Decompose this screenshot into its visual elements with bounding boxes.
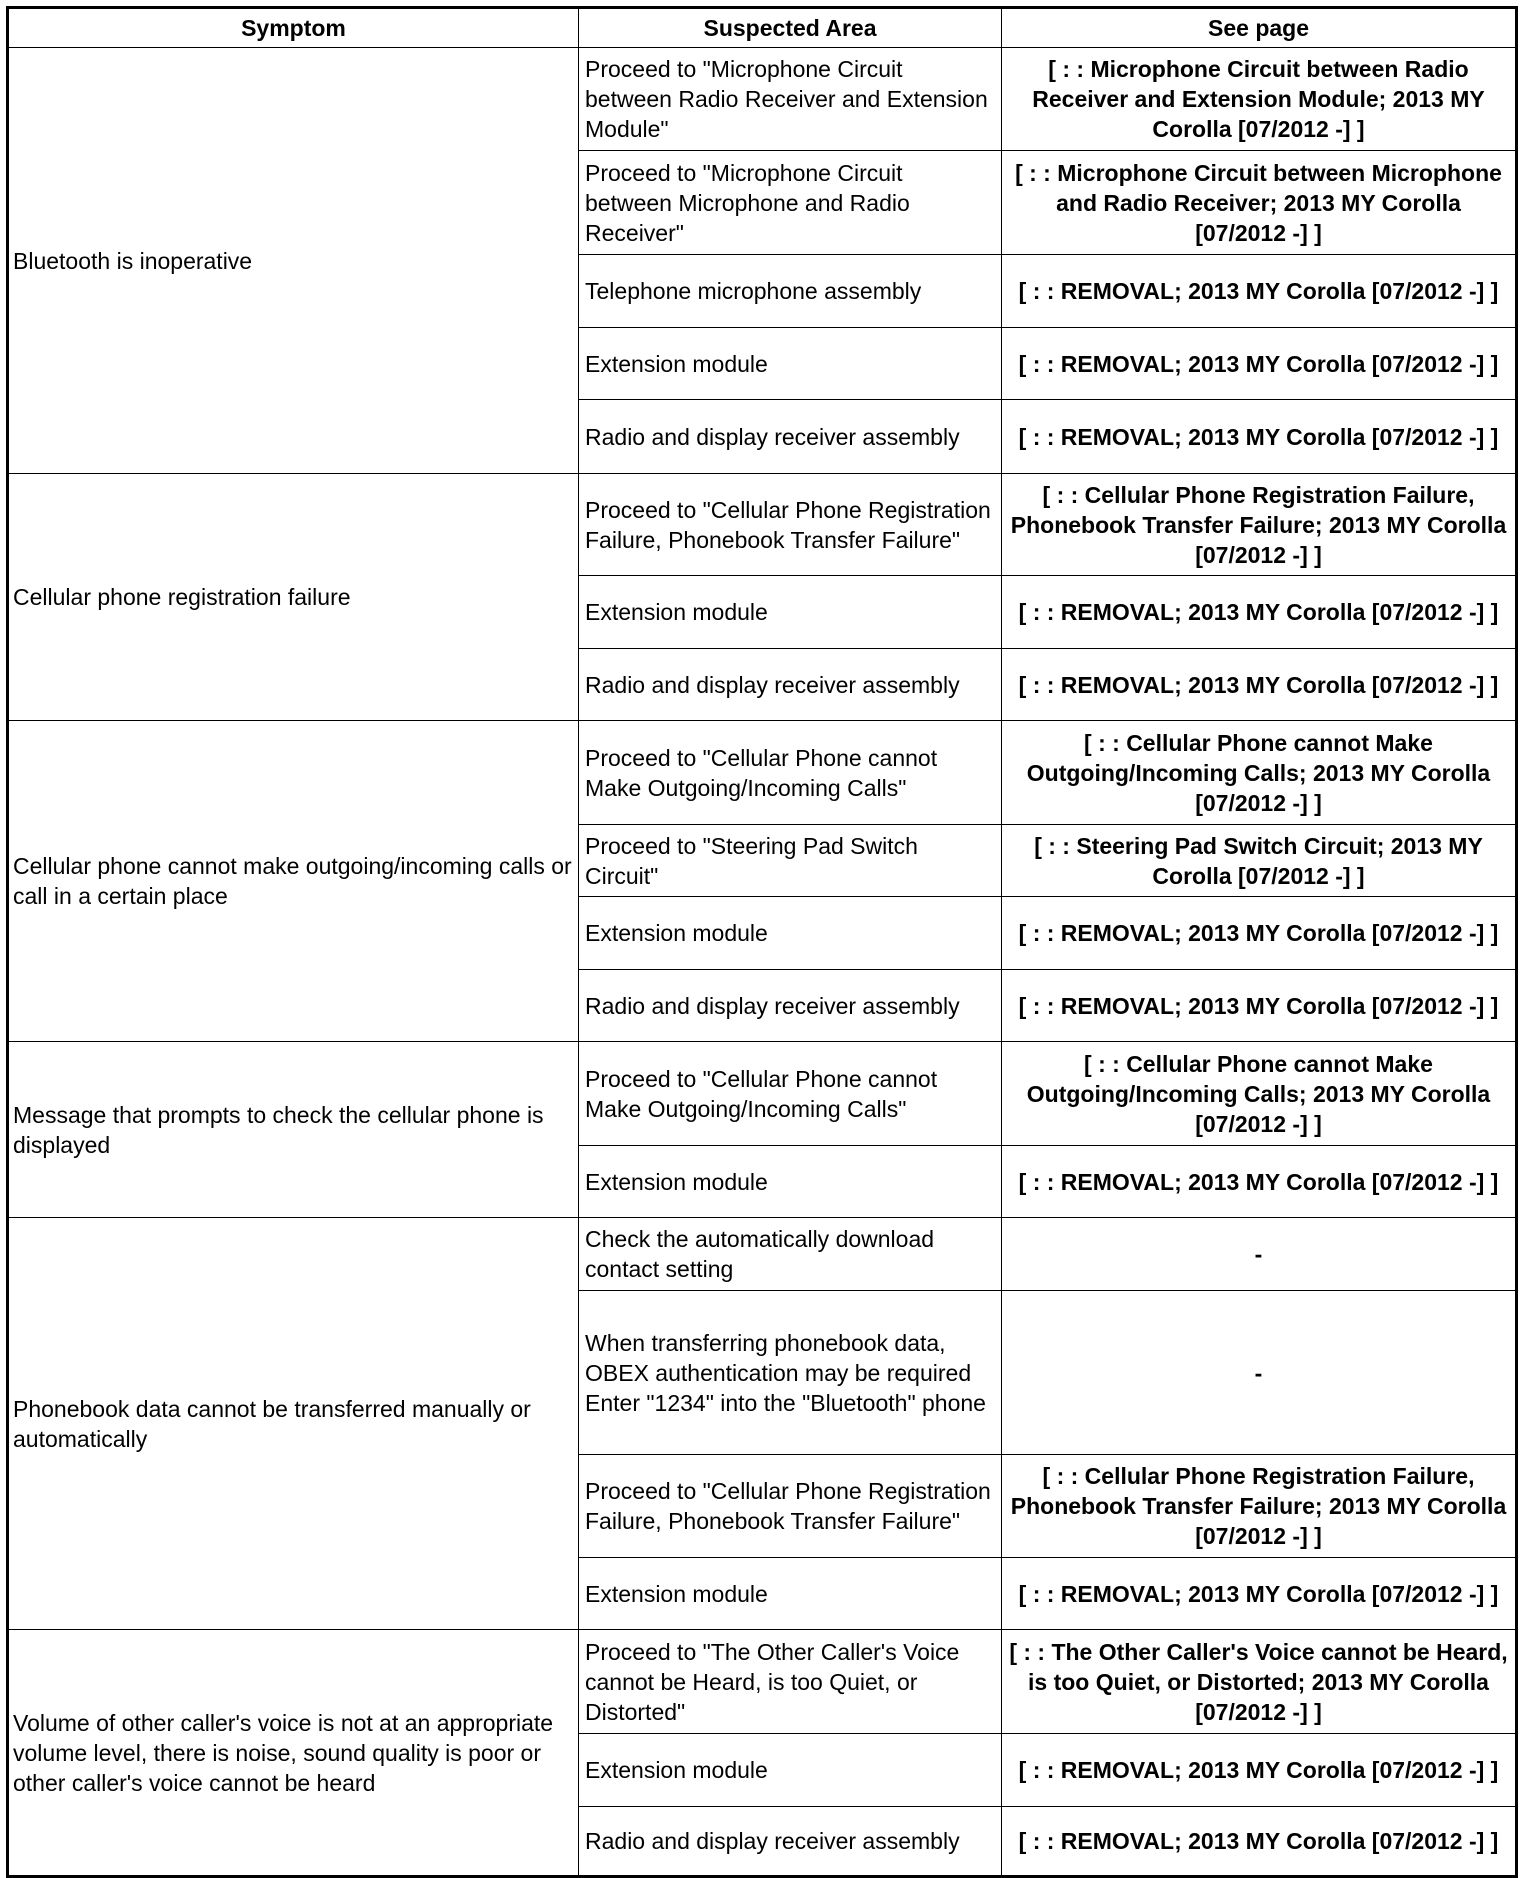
symptom-cell: Cellular phone registration failure — [8, 474, 579, 721]
suspected-area-cell: Extension module — [579, 328, 1002, 400]
header-suspected-area: Suspected Area — [579, 8, 1002, 48]
see-page-link: - — [1002, 1218, 1517, 1291]
see-page-link[interactable]: [ : : Cellular Phone Registration Failure, Phonebook Transfer Failure; 2013 MY Corolla [07/2012 -] ] — [1002, 1455, 1517, 1558]
symptom-cell: Bluetooth is inoperative — [8, 48, 579, 474]
suspected-area-cell: Proceed to "Microphone Circuit between Microphone and Radio Receiver" — [579, 151, 1002, 255]
suspected-area-cell: Proceed to "Steering Pad Switch Circuit" — [579, 825, 1002, 897]
header-see-page: See page — [1002, 8, 1517, 48]
suspected-area-cell: Radio and display receiver assembly — [579, 1807, 1002, 1877]
see-page-link[interactable]: [ : : REMOVAL; 2013 MY Corolla [07/2012 -] ] — [1002, 1146, 1517, 1218]
see-page-link[interactable]: [ : : REMOVAL; 2013 MY Corolla [07/2012 -] ] — [1002, 255, 1517, 328]
suspected-area-cell: Radio and display receiver assembly — [579, 649, 1002, 721]
suspected-area-cell: Extension module — [579, 1146, 1002, 1218]
suspected-area-cell: Proceed to "Cellular Phone cannot Make Outgoing/Incoming Calls" — [579, 721, 1002, 825]
symptom-cell: Volume of other caller's voice is not at an appropriate volume level, there is noise, sound quality is poor or other caller's voice cannot be heard — [8, 1630, 579, 1877]
see-page-link[interactable]: [ : : Cellular Phone Registration Failure, Phonebook Transfer Failure; 2013 MY Corolla [07/2012 -] ] — [1002, 474, 1517, 576]
suspected-area-cell: Extension module — [579, 1734, 1002, 1807]
see-page-link[interactable]: [ : : REMOVAL; 2013 MY Corolla [07/2012 -] ] — [1002, 328, 1517, 400]
suspected-area-cell: Extension module — [579, 1558, 1002, 1630]
table-row — [8, 474, 1517, 576]
table-row — [8, 1218, 1517, 1291]
see-page-link[interactable]: [ : : REMOVAL; 2013 MY Corolla [07/2012 -] ] — [1002, 576, 1517, 649]
suspected-area-cell: Radio and display receiver assembly — [579, 400, 1002, 474]
suspected-area-cell: Proceed to "Cellular Phone cannot Make Outgoing/Incoming Calls" — [579, 1042, 1002, 1146]
troubleshooting-table — [6, 6, 1518, 1878]
see-page-link[interactable]: [ : : REMOVAL; 2013 MY Corolla [07/2012 -] ] — [1002, 1558, 1517, 1630]
symptom-cell: Phonebook data cannot be transferred manually or automatically — [8, 1218, 579, 1630]
suspected-area-cell: When transferring phonebook data, OBEX authentication may be required Enter "1234" into the "Bluetooth" phone — [579, 1291, 1002, 1455]
suspected-area-cell: Radio and display receiver assembly — [579, 970, 1002, 1042]
see-page-link[interactable]: [ : : REMOVAL; 2013 MY Corolla [07/2012 -] ] — [1002, 970, 1517, 1042]
see-page-link[interactable]: [ : : Cellular Phone cannot Make Outgoing/Incoming Calls; 2013 MY Corolla [07/2012 -] ] — [1002, 721, 1517, 825]
suspected-area-cell: Proceed to "The Other Caller's Voice cannot be Heard, is too Quiet, or Distorted" — [579, 1630, 1002, 1734]
table-row — [8, 1042, 1517, 1146]
see-page-link[interactable]: [ : : REMOVAL; 2013 MY Corolla [07/2012 -] ] — [1002, 649, 1517, 721]
see-page-link: - — [1002, 1291, 1517, 1455]
table-row — [8, 1630, 1517, 1734]
suspected-area-cell: Extension module — [579, 576, 1002, 649]
suspected-area-cell: Extension module — [579, 897, 1002, 970]
symptom-cell: Cellular phone cannot make outgoing/incoming calls or call in a certain place — [8, 721, 579, 1042]
see-page-link[interactable]: [ : : Cellular Phone cannot Make Outgoing/Incoming Calls; 2013 MY Corolla [07/2012 -] ] — [1002, 1042, 1517, 1146]
see-page-link[interactable]: [ : : Microphone Circuit between Radio Receiver and Extension Module; 2013 MY Corolla [07/2012 -] ] — [1002, 48, 1517, 151]
suspected-area-cell: Telephone microphone assembly — [579, 255, 1002, 328]
header-symptom: Symptom — [8, 8, 579, 48]
symptom-cell: Message that prompts to check the cellular phone is displayed — [8, 1042, 579, 1218]
table-row — [8, 48, 1517, 151]
suspected-area-cell: Proceed to "Microphone Circuit between Radio Receiver and Extension Module" — [579, 48, 1002, 151]
table-row — [8, 721, 1517, 825]
see-page-link[interactable]: [ : : The Other Caller's Voice cannot be Heard, is too Quiet, or Distorted; 2013 MY Corolla [07/2012 -] ] — [1002, 1630, 1517, 1734]
see-page-link[interactable]: [ : : REMOVAL; 2013 MY Corolla [07/2012 -] ] — [1002, 1807, 1517, 1877]
header-row — [8, 8, 1517, 48]
suspected-area-cell: Proceed to "Cellular Phone Registration Failure, Phonebook Transfer Failure" — [579, 474, 1002, 576]
see-page-link[interactable]: [ : : Steering Pad Switch Circuit; 2013 MY Corolla [07/2012 -] ] — [1002, 825, 1517, 897]
see-page-link[interactable]: [ : : Microphone Circuit between Microphone and Radio Receiver; 2013 MY Corolla [07/2012 -] ] — [1002, 151, 1517, 255]
suspected-area-cell: Check the automatically download contact setting — [579, 1218, 1002, 1291]
see-page-link[interactable]: [ : : REMOVAL; 2013 MY Corolla [07/2012 -] ] — [1002, 1734, 1517, 1807]
suspected-area-cell: Proceed to "Cellular Phone Registration Failure, Phonebook Transfer Failure" — [579, 1455, 1002, 1558]
see-page-link[interactable]: [ : : REMOVAL; 2013 MY Corolla [07/2012 -] ] — [1002, 400, 1517, 474]
see-page-link[interactable]: [ : : REMOVAL; 2013 MY Corolla [07/2012 -] ] — [1002, 897, 1517, 970]
